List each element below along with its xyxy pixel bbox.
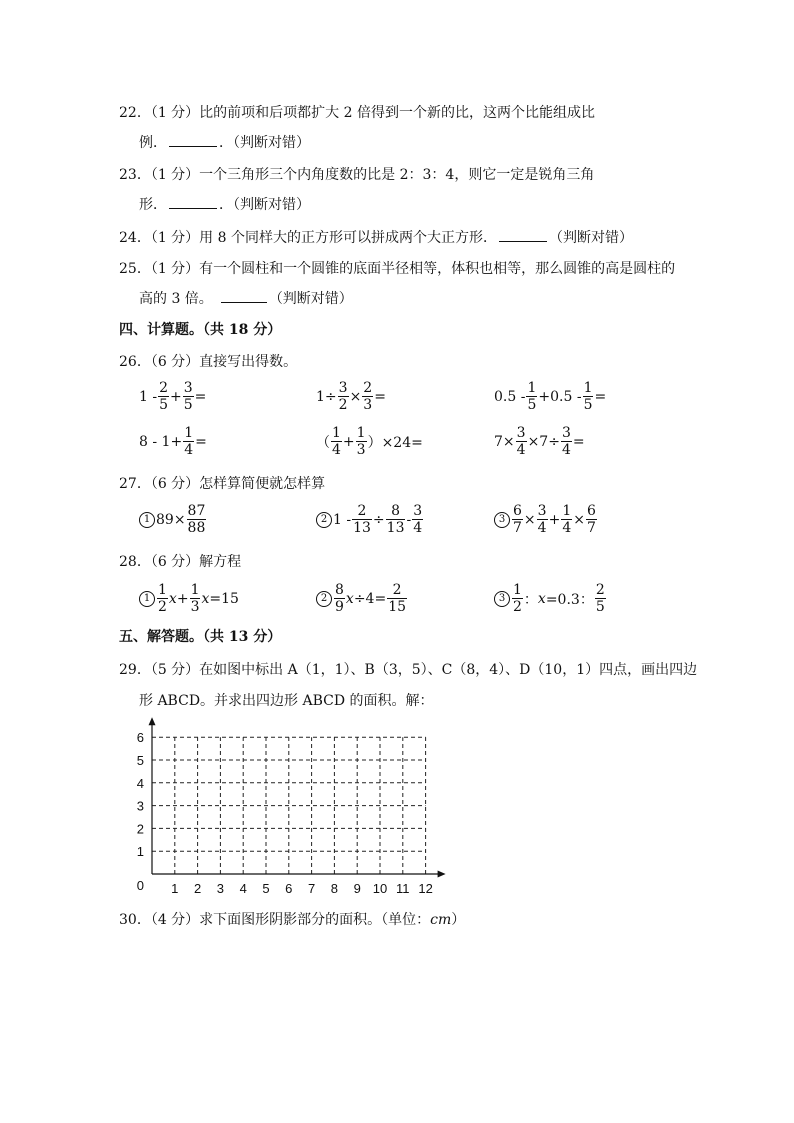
grid-lines (152, 737, 426, 874)
q26-expr-6: 7× $\frac{3}{4}$ ×7÷ $\frac{3}{4}$ = (494, 425, 585, 458)
q22-line2: 例． ．（判断对错） (139, 135, 310, 151)
section-4-heading: 四、计算题。（共 18 分） (119, 322, 282, 338)
answer-blank[interactable] (221, 290, 267, 303)
q25-line2: 高的 3 倍。 （判断对错） (139, 291, 353, 307)
q26-expr-2: 1÷ $\frac{3}{2}$ × $\frac{2}{3}$ = (316, 380, 386, 413)
q22-line1: 22．（1 分）比的前项和后项都扩大 2 倍得到一个新的比，这两个比能组成比 (119, 105, 595, 121)
grid-labels (137, 730, 433, 896)
q28-expr-1: 1 $\frac{1}{2}$ x + $\frac{1}{3}$ x =15 (139, 582, 239, 615)
answer-blank[interactable] (169, 196, 217, 209)
y-tick-label: 3 (136, 798, 144, 814)
q28-expr-2: 2 $\frac{8}{9}$ x ÷4= $\frac{2}{15}$ (316, 582, 408, 615)
x-tick-label: 1 (171, 881, 179, 896)
y-tick-label: 4 (136, 775, 144, 791)
q27-expr-1: 1 89× $\frac{87}{88}$ (139, 503, 207, 536)
y-tick-label: 6 (136, 730, 144, 746)
origin-label: 0 (136, 878, 144, 893)
x-tick-label: 8 (330, 881, 339, 896)
q27-expr-3: 3 $\frac{6}{7}$ × $\frac{3}{4}$ + $\frac{1}{4}$ × $\frac{6}{7}$ (494, 503, 598, 536)
q24-line: 24．（1 分）用 8 个同样大的正方形可以拼成两个大正方形． （判断对错） (119, 230, 633, 246)
q26-expr-4: 8 - 1+ $\frac{1}{4}$ = (139, 425, 207, 458)
q27-expr-2: 2 1 - $\frac{2}{13}$ ÷ $\frac{8}{13}$ - $\frac{3}{4}$ (316, 503, 424, 536)
x-tick-label: 6 (285, 881, 293, 896)
q28-expr-3: 3 $\frac{1}{2}$ ： x =0.3： $\frac{2}{5}$ (494, 582, 607, 615)
x-tick-label: 7 (307, 881, 316, 896)
y-tick-label: 5 (136, 753, 144, 768)
q28-title: 28．（6 分）解方程 (119, 554, 242, 570)
y-tick-label: 1 (136, 844, 144, 860)
answer-blank[interactable] (169, 134, 217, 147)
x-tick-label: 9 (353, 881, 361, 896)
x-tick-label: 5 (262, 881, 270, 896)
q25-line1: 25．（1 分）有一个圆柱和一个圆锥的底面半径相等，体积也相等，那么圆锥的高是圆柱的 (119, 261, 676, 277)
x-tick-label: 10 (372, 881, 388, 896)
grid-axes (149, 717, 446, 877)
q26-title: 26．（6 分）直接写出得数。 (119, 354, 298, 370)
x-tick-label: 11 (396, 881, 410, 896)
answer-blank[interactable] (499, 229, 547, 242)
x-tick-label: 3 (216, 881, 225, 896)
q26-expr-3: 0.5 - $\frac{1}{5}$ +0.5 - $\frac{1}{5}$ = (494, 380, 607, 413)
y-tick-label: 2 (136, 821, 144, 837)
q23-line1: 23．（1 分）一个三角形三个内角度数的比是 2：3：4，则它一定是锐角三角 (119, 167, 595, 183)
q27-title: 27．（6 分）怎样算简便就怎样算 (119, 476, 326, 492)
q30-line: 30．（4 分）求下面图形阴影部分的面积。（单位：cm） (119, 912, 466, 928)
q29-line2: 形 ABCD。并求出四边形 ABCD 的面积。解： (139, 693, 434, 709)
q23-line2: 形． ．（判断对错） (139, 197, 310, 213)
section-5-heading: 五、解答题。（共 13 分） (119, 629, 282, 645)
x-tick-label: 12 (418, 881, 433, 896)
y-axis-arrow (149, 717, 156, 725)
q26-expr-5: （ $\frac{1}{4}$ + $\frac{1}{3}$ ）×24= (316, 425, 423, 458)
q26-expr-1: 1 - $\frac{2}{5}$ + $\frac{3}{5}$ = (139, 380, 207, 413)
x-tick-label: 4 (239, 881, 247, 896)
x-tick-label: 2 (193, 881, 202, 896)
q29-line1: 29．（5 分）在如图中标出 A（1，1）、B（3，5）、C（8，4）、D（10，1）四点，画出四边 (119, 662, 698, 678)
x-axis-arrow (438, 871, 446, 878)
